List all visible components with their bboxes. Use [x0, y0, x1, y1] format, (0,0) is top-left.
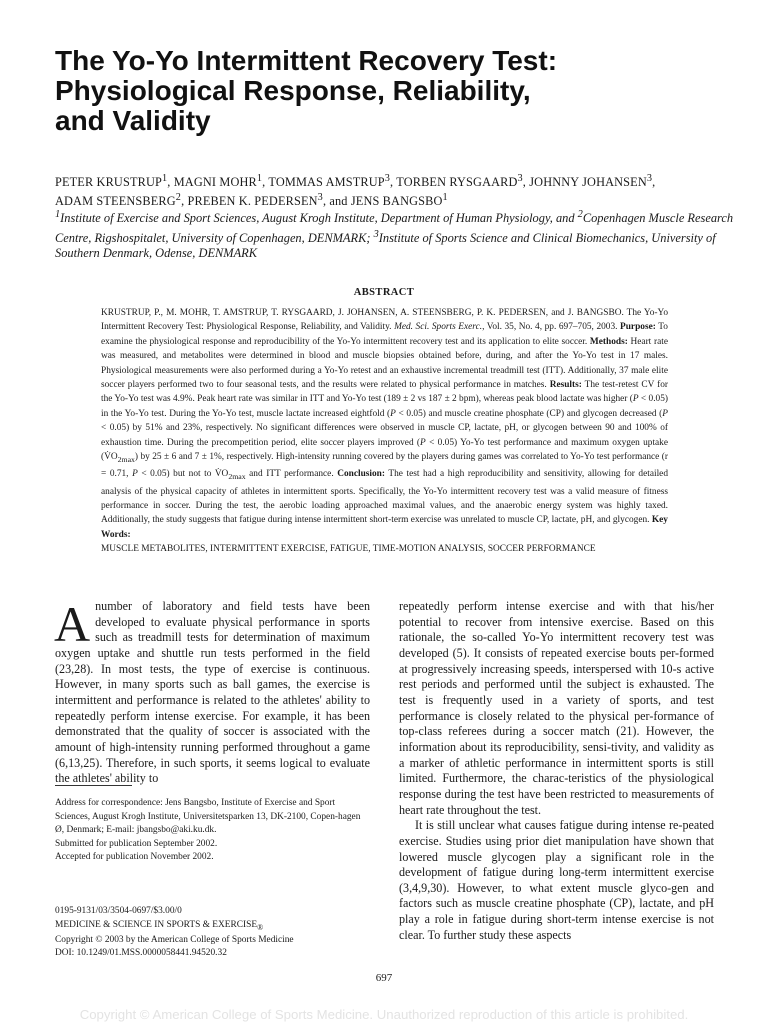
- journal-name: Med. Sci. Sports Exerc.: [394, 322, 483, 333]
- title-line-1: The Yo-Yo Intermittent Recovery Test:: [55, 45, 558, 76]
- journal-line: MEDICINE & SCIENCE IN SPORTS & $EXERCISE_®$: [55, 919, 264, 932]
- author: TOMMAS AMSTRUP$^3$: [268, 173, 391, 190]
- correspondence-note: Address for correspondence: Jens Bangsbo, Institute of Exercise and Sport Sciences, August Krogh Institute, Universitetsparken 13, DK-2100, Copen-hagen Ø, Denmark; E-mail: jbangsbo@aki.ku.dk.: [55, 798, 361, 835]
- footnotes: [55, 797, 370, 865]
- body-column-right: [399, 599, 714, 943]
- copyright: Copyright © 2003 by the American College of Sports Medicine: [55, 934, 294, 945]
- page-number: 697: [375, 972, 393, 984]
- body-paragraph: repeatedly perform intense exercise and with that his/her potential to recover from intensive exercise. Based on this rationale, the so-called Yo-Yo intermittent recovery test was developed (5). It consists of repeated exercise bouts per-formed at progressively increasing speeds, interspersed with 10-s active rest periods and performed until the subject is exhausted. The test is frequently used in a variety of sports, and test performance is closely related to the physical per-formance of top-class referees during a soccer match (21). However, the information about its reproducibility, sensi-tivity, and validity as a marker of athletic performance in intermittent sports is still limited. Furthermore, the charac-teristics of the physiological response during the test have been restricted to measurements of heart rate throughout the test.: [399, 599, 714, 817]
- keywords: MUSCLE METABOLITES, INTERMITTENT EXERCISE, FATIGUE, TIME-MOTION ANALYSIS, SOCCER PERFORMANCE: [101, 544, 596, 555]
- title-line-2: Physiological Response, Reliability,: [55, 75, 531, 106]
- body-column-left: [54, 596, 370, 787]
- author: ADAM STEENSBERG$^2$: [55, 192, 182, 209]
- accepted-note: Accepted for publication November 2002.: [55, 852, 214, 862]
- author: JOHNNY JOHANSEN$^3$: [529, 173, 653, 190]
- submitted-note: Submitted for publication September 2002.: [55, 838, 218, 849]
- title-line-3: and Validity: [55, 105, 211, 136]
- author-list: PETER KRUSTRUP$^1$, MAGNI MOHR$^1$, TOMMAS AMSTRUP$^3$, TORBEN RYSGAARD$^3$, JOHNNY JOHANSEN$^3$, ADAM STEENSBERG$^2$, PREBEN K. PEDERSEN$^3$, and JENS BANGSBO$^1$: [55, 173, 656, 209]
- copyright-watermark: Copyright © American College of Sports Medicine. Unauthorized reproduction of this article is prohibited.: [79, 1007, 689, 1022]
- results-label: Results:: [549, 380, 582, 391]
- abstract-heading: ABSTRACT: [353, 287, 415, 298]
- footnote-divider: [55, 785, 132, 786]
- methods-label: Methods:: [589, 336, 628, 347]
- purpose-label: Purpose:: [620, 322, 656, 333]
- intro-paragraph: Anumber of laboratory and field tests have been developed to evaluate physical performance in sports such as treadmill tests for determination of maximum oxygen uptake and shuttle run tests performed in the field (23,28). In most tests, the type of exercise is continuous. However, in many sports such as ball games, the exercise is intermittent and performance is related to the athletes' ability to repeatedly perform intense exercise. For example, it has been demonstrated that the quality of soccer is associated with the amount of high-intensity running performed throughout a game (6,13,25). Therefore, in such sports, it seems logical to evaluate the athletes' ability to: [54, 596, 370, 786]
- author: JENS BANGSBO$^1$: [350, 192, 448, 209]
- author: PETER KRUSTRUP$^1$: [55, 173, 168, 190]
- drop-cap: A: [54, 596, 91, 652]
- affiliations: $^1$Institute of Exercise and Sport Sciences, August Krogh Institute, Department of Human Physiology, and $^2$Copenhagen Muscle Research Centre, Rigshospitalet, University of Copenhagen, DENMARK; $^3$Institute of Sports Science and Clinical Biomechanics, University of Southern Denmark, Odense, DENMARK: [55, 209, 734, 261]
- article-title: [55, 46, 695, 136]
- author: PREBEN K. PEDERSEN$^3$: [187, 192, 323, 209]
- author: TORBEN RYSGAARD$^3$: [396, 173, 523, 190]
- author: MAGNI MOHR$^1$: [173, 173, 263, 190]
- doi: DOI: 10.1249/01.MSS.0000058441.94520.32: [55, 948, 227, 959]
- conclusion-label: Conclusion:: [337, 469, 385, 480]
- publication-info: [55, 905, 370, 961]
- keywords-label: Key Words:: [101, 515, 668, 540]
- issn: 0195-9131/03/3504-0697/$3.00/0: [55, 906, 182, 916]
- abstract-text: KRUSTRUP, P., M. MOHR, T. AMSTRUP, T. RYSGAARD, J. JOHANSEN, A. STEENSBERG, P. K. PEDERSEN, and J. BANGSBO. The Yo-Yo Intermittent Recovery Test: Physiological Response, Reliability, and Validity. Med. Sci. Sports Exerc., Vol. 35, No. 4, pp. 697–705, 2003. Purpose: To examine the physiological response and reproducibility of the Yo-Yo intermittent recovery test and its application to elite soccer. Methods: Heart rate was measured, and metabolites were determined in blood and muscle biopsies obtained before, during, and after the Yo-Yo test in 17 males. Physiological measurements were also performed during a Yo-Yo retest and an exhaustive incremental treadmill test (ITT). Additionally, 37 male elite soccer players performed two to four seasonal tests, and the results were related to physical performance in matches. Results: The test-retest CV for the Yo-Yo test was 4.9%. Peak heart rate was similar in ITT and Yo-Yo test (189 ± 2 vs 187 ± 2 bpm), whereas peak blood lactate was higher (P < 0.05) in the Yo-Yo test. During the Yo-Yo test, muscle lactate increased eightfold (P < 0.05) and muscle creatine phosphate (CP) and glycogen decreased (P < 0.05) by 51% and 23%, respectively. No significant differences were observed in muscle CP, lactate, pH, or glycogen between 90 and 100% of exhaustion time. During the precompetition period, elite soccer players improved (P < 0.05) Yo-Yo test performance and maximum oxygen uptake $(V̇O_{2max})$ by 25 ± 6 and 7 ± 1%, respectively. High-intensity running covered by the players during games was correlated to Yo-Yo test performance (r = 0.71, P < 0.05) but not to $V̇O_{2max}$ and ITT performance. Conclusion: The test had a high reproducibility and sensitivity, allowing for detailed analysis of the physical capacity of athletes in intermittent sports. Specifically, the Yo-Yo intermittent recovery test was a valid measure of fitness performance in soccer. During the test, the aerobic loading approached maximal values, and the anaerobic energy system was highly taxed. Additionally, the study suggests that fatigue during intense intermittent short-term exercise was unrelated to muscle CP, lactate, pH, and glycogen. Key Words: MUSCLE METABOLITES, INTERMITTENT EXERCISE, FATIGUE, TIME-MOTION ANALYSIS, SOCCER PERFORMANCE: [101, 308, 669, 555]
- body-paragraph: It is still unclear what causes fatigue during intense re-peated exercise. Studies using prior diet manipulation have shown that lowered muscle glycogen play a significant role in the development of fatigue during long-term intermittent exercise (3,4,9,30). However, to what extent muscle glyco-gen and factors such as muscle creatine phosphate (CP), lactate, and pH play a role in fatigue during short-term intense exercise is not clear. To further study these aspects: [399, 818, 714, 942]
